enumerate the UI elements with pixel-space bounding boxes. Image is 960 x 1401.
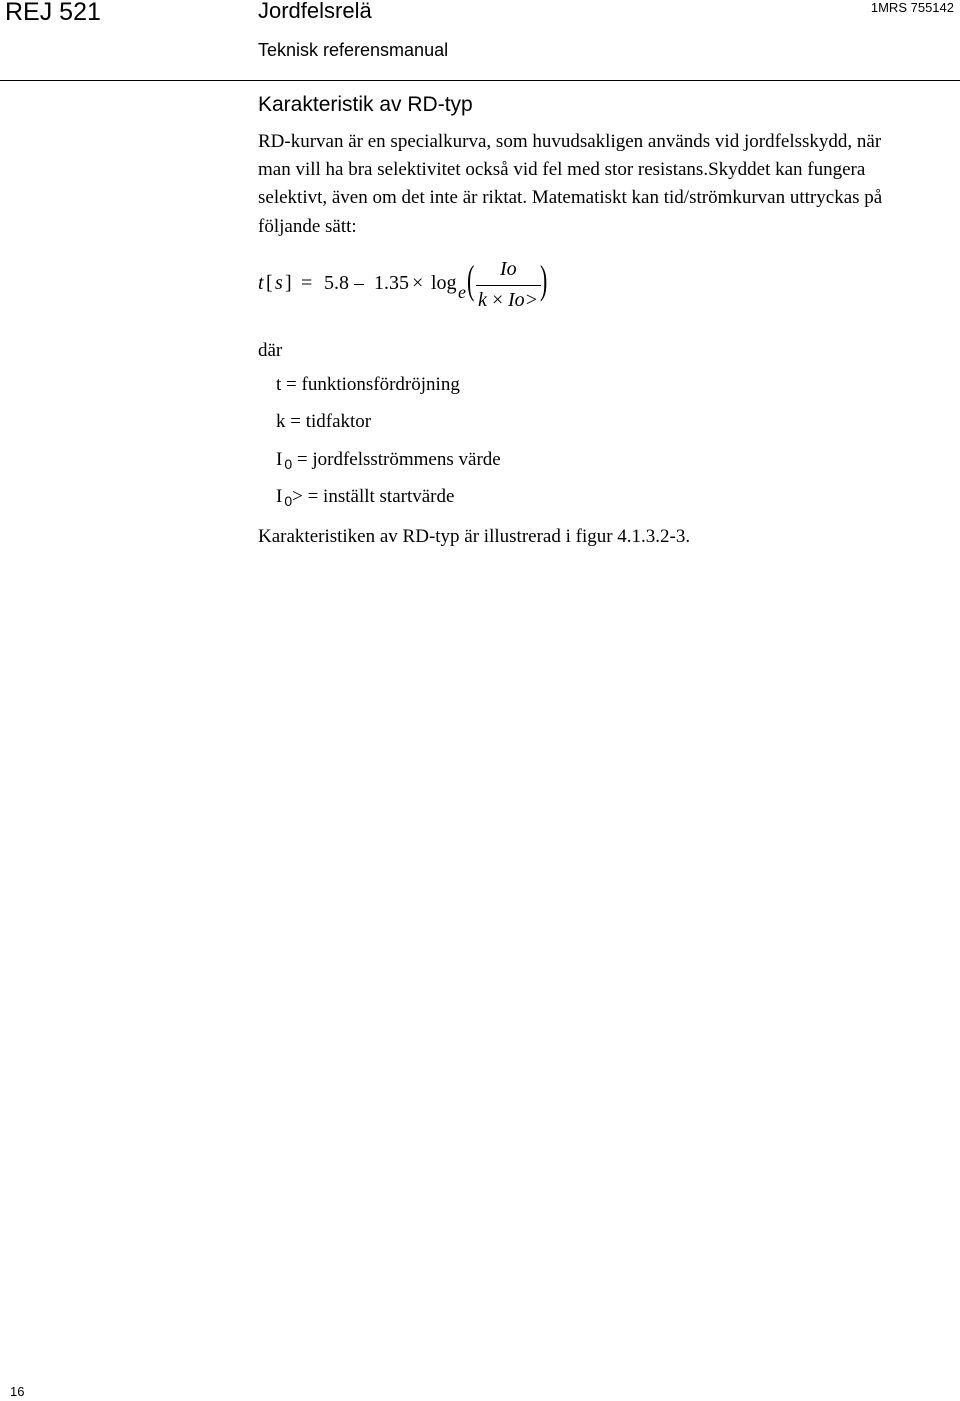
formula-denominator-times: ×	[492, 289, 504, 311]
where-label: där	[258, 340, 283, 361]
formula-bracket-open: [	[266, 272, 273, 294]
definition-symbol: I	[276, 486, 283, 507]
formula-const-b: 1.35	[374, 272, 409, 294]
definition-io	[276, 449, 501, 471]
intro-line: följande sätt:	[258, 215, 357, 237]
definition-symbol: I	[276, 449, 283, 470]
formula-fraction-bar	[476, 285, 541, 286]
formula	[258, 258, 598, 318]
definition-text: = tidfaktor	[285, 411, 372, 432]
document-subtitle: Teknisk referensmanual	[258, 40, 449, 60]
definition-text: = jordfelsströmmens värde	[292, 449, 501, 470]
formula-times: ×	[412, 272, 424, 294]
formula-paren-open: (	[467, 257, 475, 302]
formula-bracket-close: ]	[285, 272, 292, 294]
document-title: Jordfelsrelä	[258, 0, 372, 23]
product-name: REJ 521	[5, 0, 101, 26]
intro-line: selektivt, även om det inte är riktat. Matematiskt kan tid/strömkurvan uttryckas på	[258, 187, 883, 209]
closing-sentence: Karakteristiken av RD-typ är illustrerad i figur 4.1.3.2-3.	[258, 526, 691, 547]
formula-t: t	[258, 272, 264, 294]
definition-subscript: 0	[284, 456, 293, 472]
formula-minus: –	[354, 272, 364, 294]
document-number: 1MRS 755142	[870, 0, 954, 15]
definition-symbol: t	[276, 374, 282, 395]
formula-paren-close: )	[540, 257, 548, 302]
intro-line: RD-kurvan är en specialkurva, som huvudsakligen används vid jordfelsskydd, när	[258, 131, 882, 152]
intro-paragraph	[258, 128, 958, 241]
formula-log-base: e	[458, 282, 466, 302]
definition-text: = funktionsfördröjning	[281, 374, 460, 395]
definition-k	[276, 411, 371, 433]
section-heading: Karakteristik av RD-typ	[258, 93, 473, 116]
formula-const-a: 5.8	[324, 272, 349, 294]
formula-numerator: Io	[500, 258, 517, 280]
formula-denominator-k: k	[478, 289, 487, 311]
page-number: 16	[10, 1384, 25, 1399]
definition-t	[276, 374, 460, 396]
header-divider	[0, 80, 960, 81]
formula-s: s	[275, 272, 283, 294]
definition-symbol: k	[276, 411, 286, 432]
definition-io-start	[276, 486, 454, 508]
definition-text: > = inställt startvärde	[292, 486, 455, 507]
formula-denominator-io: Io>	[508, 289, 539, 311]
intro-line: man vill ha bra selektivitet också vid fel med stor resistans.Skyddet kan fungera	[258, 159, 866, 181]
formula-log: log	[431, 272, 457, 294]
formula-equals: =	[301, 272, 313, 294]
definition-subscript: 0	[284, 493, 293, 509]
